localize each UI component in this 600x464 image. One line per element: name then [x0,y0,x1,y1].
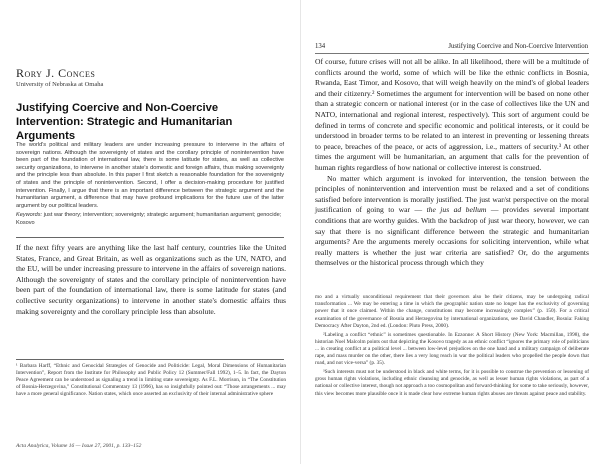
abstract: The world's political and military leaders are under increasing pressure to intervene in the affairs of sovereign nations. Although the sovereignty of states and the corollary principle of nonintervention have been part of the foundation of international law, there is some latitude for states, as well as collective security organizations, to intervene in another state's domestic and foreign affairs, thus making sovereignty and the principle less than absolute. In this paper I first sketch a reasonable foundation for the sovereignty of states and the principle of nonintervention. Second, I offer a decision-making procedure for justified intervention. Finally, I argue that there is an important difference between the strategic argument and the humanitarian argument, a difference that may have profound implications for the future use of the latter argument by our political leaders. [16,142,284,209]
article-title: Justifying Coercive and Non-Coercive Intervention: Strategic and Humanitarian Arguments [16,102,233,142]
running-head: Justifying Coercive and Non-Coercive Intervention [448,43,588,50]
footnotes [315,294,589,399]
right-page [300,0,600,464]
journal-citation: Acta Analytica, Volume 16 — Issue 27, 2001, p. 133–152 [16,443,142,449]
body-text [315,57,589,269]
author-name: Rory J. Conces [16,66,96,80]
keywords-label: Keywords: [16,212,43,218]
footnote-3: ³Such interests must not be understood in black and white terms, for it is possible to construe the prevention or lessening of gross human rights violations, including ethnic cleansing and genocide, as well as lesser human rights violations, as part of a national or collective interest, though not approach a too cosmopolitan and forward-thinking for some to take seriously, however, this view becomes more plausible once it is made clear how extreme human rights abuses are threats against peace and stability. [315,369,589,397]
footnote-1: ¹ Barbara Harff, “Ethnic and Genocidal Strategies of Genocide and Politicide: Legal, Moral Dimensions of Humanitarian Intervention”, Report from the Institute for Philosophy and Public Policy 12 (Summer/Fall 1992), 1–5. In fact, the Dayton Peace Agreement can be understood as signaling a trend in limiting state sovereignty. As F.L. Morrison, in “The Constitution of Bosnia-Herzegovina,” Constitutional Commentary 13 (1996), has so insightfully pointed out: “Those arrangements ... may have a more general significance. Nation states, which once asserted an exclusivity of their internal administrative sphere [16,363,286,397]
paragraph-1: Of course, future crises will not all be alike. In all likelihood, there will be a multitude of conflicts around the world, some of which will be like the ethnic conflicts in Bosnia, Rwanda, East Timor, and Kosovo, that will weigh heavily on the mind's of global leaders and their citizenry.² Sometimes the argument for intervention will be based on none other than a strategic concern or national interest (or in the case of collectives like the UN and NATO, international and regional interest, respectively). This sort of argument could be defined in terms of concrete and specific economic and political interests, or it could be understood in broader terms to be related to an interest in preventing or lessening threats to peace, breaches of the peace, or acts of aggression, i.e., matters of security.³ At other times the argument will be humanitarian, an argument that calls for the prevention of human rights regardless of how national or collective interest is construed. [315,57,589,172]
paragraph-2-part-b: — provides several important conditions that are worthy guides. With the backdrop of just war theory, however, we can say that there is no significant difference between the strategic and humanitarian arguments? Are the arguments merely occasions for soliciting intervention, while what really matters is whether the just war criteria are satisfied? Or, do the arguments themselves or the historical process through which they [315,205,589,268]
footnote-2: ²Labeling a conflict “ethnic” is sometimes questionable. In Ezzonne: A Short History (New York: Macmillan, 1998), the historian Noel Malcolm points out that depicting the Kosovo tragedy as an ethnic conflict “ignores the primary role of politicians ... in creating conflict at a political level ... between low-level prejudices on the one hand and a military campaign of deliberate rape, and mass murder on the other, there lies a very long reach in war the political leaders who propelled the people down that road, and not vice-versa” (p. 35). [315,331,589,367]
body-intro-paragraph: If the next fifty years are anything like the last half century, countries like the United States, France, and Great Britain, as well as organizations such as the UN, NATO, and the EU, will be under increasing pressure to intervene in the affairs of sovereign nations. Although the sovereignty of states and the corollary principle of nonintervention have been part of the foundation of international law, there is some latitude for states (and collective security organizations) to intervene in another state's domestic affairs thus making sovereignty and the corollary principle less than absolute. [16,243,286,316]
footnote-1-continued: mo and a virtually unconditional requirement that their governors also be their citizens, may be undergoing radical transformation ... We may be entering a time in which the geographic nation state no longer has the exclusivity of governing power that it once claimed. Within the change, constitutions may become increasingly complex” (p. 150). For a critical examination of the governance of Bosnia and Herzegovina by international organizations, see David Chandler, Bosnia: Faking Democracy After Dayton, 2nd ed. (London: Pluto Press, 2000). [315,294,589,329]
author-affiliation: University of Nebraska at Omaha [16,81,104,88]
paragraph-2-latin: the jus ad bellum [426,205,487,215]
paragraph-2 [315,174,589,269]
page-number: 134 [315,43,326,50]
keywords [16,212,284,227]
paragraph-2-part-a: No matter which argument is invoked for intervention, the tension between the principles of nonintervention and intervention must be relaxed and a set of conditions satisfied before intervention is morally justified. The just war/st perspective on the moral justification of going to war — [315,173,589,215]
left-page [0,0,294,464]
footnote-divider [16,359,284,360]
keywords-text: just war theory; intervention; sovereignty; strategic argument; humanitarian argument; genocide; Kosovo [16,212,282,226]
section-divider [16,237,284,238]
header-rule [315,53,589,54]
